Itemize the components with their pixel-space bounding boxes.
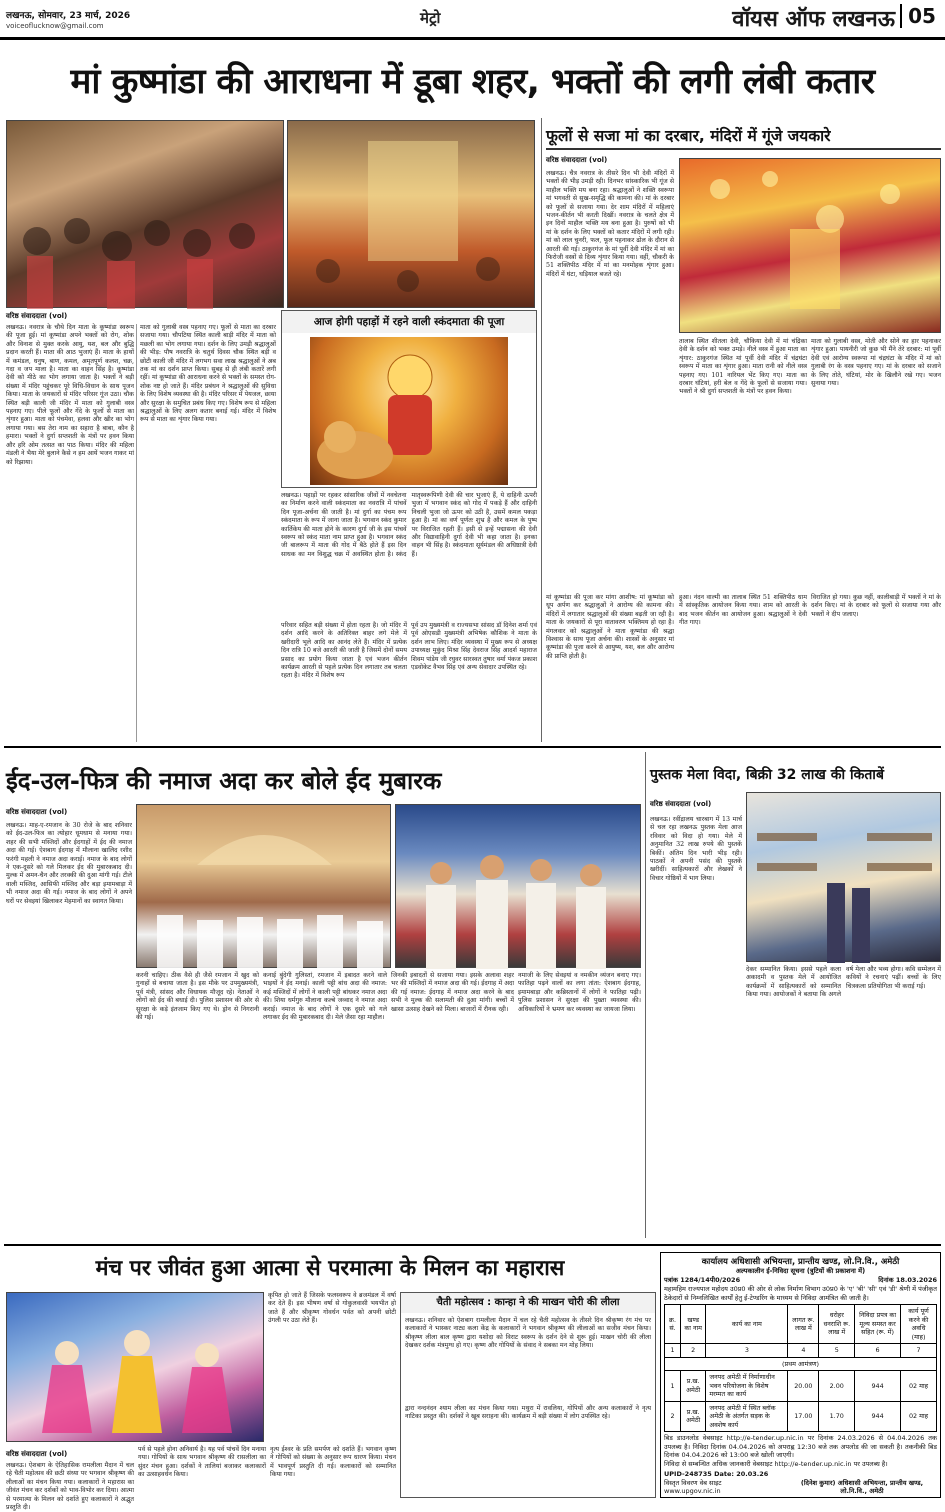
durga-body-2: हुआ। नंदन वाल्मी का तालाब स्थित 51 शक्तिपीठ धाम में सांस्कृतिक आयोजन किया गया। शाम को आरती के बाद भजन कीर्तन का आयोजन हुआ। श्रद्धालुओं ने देवी गीत गाए। [679, 594, 807, 627]
notice-table [664, 1304, 937, 1432]
notice-ref: पत्रांक 1284/14पी0/2026 [664, 1275, 741, 1284]
page-number: 05 [900, 4, 942, 28]
phool-body-2: तालाब स्थित शीतला देवी, चौकिया देवी में मां चंद्रिका देवी के दर्शन को भक्त उमड़े। नीले वस्त्र में हुआ माता का शृंगार: ठाकुरगंज स्थित मां पूर्वी देवी मंदिर में चंद्रघंटा स्वरूप में माता का शृंगार हुआ। माता रानी को नीले वस्त्र पहनाए गए। 101 नारियल भेंट किए गए। माता का दरबार घंटियां, हरी बेल व गेंदे के फूलों से सजाया गया। भक्तों ने श्री दुर्गा सप्तशती के मंत्रों पर हवन किया। [679, 338, 807, 396]
table-cell: प्र.ख. अमेठी [681, 1371, 706, 1402]
chaiti-body: लखनऊ। शनिवार को ऐशबाग रामलीला मैदान में चल रहे चैती महोत्सव के तीसरे दिन श्रीकृष्ण रंग मंच पर कलाकारों ने भास्कर नाट्य कला केंद्र के कलाकारों ने भगवान श्रीकृष्ण की लीलाओं का सजीव मंचन किया। श्रीकृष्ण लीला बाल कृष्ण द्वारा यशोदा को विराट स्वरूप के दर्शन देने से शुरू हुई। माखन चोरी की लीला देखकर दर्शक मंत्रमुग्ध हो गए। कृष्ण और गोपियों के संवाद ने सबका मन मोह लिया। [405, 1317, 651, 1350]
notice-th: कार्य पूर्ण करने की अवधि (माह) [901, 1305, 937, 1344]
phool-body: लखनऊ। चैत्र नवरात्र के तीसरे दिन भी देवी मंदिरों में भक्तों की भीड़ उमड़ी रही। दिनभर सांस्कारिक भी गूंज से माहौल भक्ति मय बना रहा। श्रद्धालुओं ने शक्ति स्वरूपा मां भगवती से सुख-समृद्धि की कामना की। मां के दरबार को फूलों से सजाया गया। देर शाम मंदिरों में महिलाएं भजन-कीर्तन भी करती दिखीं। नवरात्र के चलते क्षेत्र में इन दिनों माहौल भक्ति मय बना हुआ है। पुरुषों को भी मां के दर्शन के लिए भक्तों को कतार मंदिरों में लगी रही। मां को लाल चुनरी, फल, फूल पहनाकर ढोल के दौरान से आरती की गई। ठाकुरगंज के मां पूर्वी देवी मंदिर में मां का फिरोजी वस्त्रों से दिव्य शृंगार किया गया। वहीं, चौकरी के 51 शक्तिपीठ मंदिर में मां का मनमोहक शृंगार हुआ। मंदिरों में घंटा, घड़ियाल बजते रहे। [546, 170, 674, 278]
manch-body-top: कृपित हो जाते हैं जिसके फलस्वरूप वे ब्रजमंडल में वर्षा कर देते हैं। इस भीषण वर्षा से गोकुलवासी भयभीत हो जाते हैं और श्रीकृष्ण गोवर्धन पर्वत को अपनी छोटी उंगली पर उठा लेते हैं। [268, 1292, 396, 1325]
notice-colnum: 2 [681, 1344, 706, 1358]
leaders-illustration [396, 805, 642, 969]
goddess-icon [310, 337, 508, 485]
eid-headline: ईद-उल-फित्र की नमाज अदा कर बोले ईद मुबारक [6, 767, 442, 795]
raas-illustration [7, 1293, 265, 1443]
lead-column-4: पूर्व उप मुख्यमंत्री व राज्यसभा सांसद डॉ दिनेश शर्मा एवं पूर्व ओएसडी मुख्यमंत्री अभिषेक कौशिक ने माता के दर्शन लाभ लिए। मंदिर व्यवस्था में मुख्य रूप से अध्यक्ष उपाध्यक्ष मुकुंद मिश्रा सिंह देवराज सिंह आदर्श महाराज शिवम पांडेय जी रघुवर सारस्वत तुषार वर्मा पंकज प्रकाश एडवोकेट वैभव सिंह एवं अन्य सेवादार उपस्थित रहे। [411, 622, 537, 672]
pustak-body-2: देकर सम्मानित किया। इससे पहले कला अकादमी व पुस्तक मेले में आयोजित कार्यक्रमों में साहित्यकारों को सम्मानित किया गया। आयोजकों ने बताया कि अगले वर्ष मेला और भव्य होगा। कवि सम्मेलन में कवियों ने रचनाएं पढ़ीं। बच्चों के लिए चित्रकला प्रतियोगिता भी कराई गई। [746, 966, 941, 999]
table-cell: 20.00 [788, 1371, 819, 1402]
notice-title: कार्यालय अधिशासी अभियन्ता, प्रान्तीय खण्ड, लो.नि.वि., अमेठी [701, 1256, 900, 1266]
section-label: मेट्रो [420, 9, 441, 27]
table-cell: 2 [665, 1401, 681, 1432]
notice-colnum: 5 [819, 1344, 855, 1358]
durga-body: मां कूष्मांडा की पूजा कर मांगा आशीष: मां कूष्मांडा को धूप अर्पण कर श्रद्धालुओं ने आरोग्य की कामना की। मंदिरों में लगातार श्रद्धालुओं की संख्या बढ़ती जा रही है। माता के जयकारों से पूरा वातावरण भक्तिमय हो रहा है। मंगलवार को श्रद्धालुओं ने माता कूष्मांडा की श्रद्धा विश्वास के साथ पूजा अर्चना की। शास्त्रों के अनुसार मां कूष्मांडा की पूजा करने से आयुष्य, यश, बल और आरोग्य की प्राप्ति होती है। [546, 594, 674, 660]
bookstall-illustration [747, 793, 942, 963]
lead-column-1: लखनऊ। नवरात्र के चौथे दिन माता के कूष्मांडा स्वरूप की पूजा हुई। मां कूष्मांडा अपने भक्तों को रोग, शोक और विनाश से मुक्त करके आयु, यश, बल और बुद्धि प्रदान करती हैं। माता की आठ भुजाएं हैं। माता के हाथों में कमंडल, धनुष, बाण, कमल, अमृतपूर्ण कलश, चक्र, गदा व जप माला है। माता का वाहन सिंह है। कूष्मांडा देवी को मीठे का भोग लगाया जाता है। भक्तों ने बड़ी संख्या में मंदिर पहुंचकर पूरे विधि-विधान के साथ पूजन किया। माता के जयकारों से मंदिर परिसर गूंज उठा। चौक स्थित बड़ी काली जी मंदिर में माता को गुलाबी वस्त्र पहनाए गए। पीले फूलों और गेंदे के फूलों से माता का शृंगार हुआ। माता को पंचमेवा, हलवा और खीर का भोग लगाया गया। बस तेरा नाम का सहारा है बाबा, कौन है हमारा। भक्तों ने दुर्गा सप्तशती के मंत्रों पर हवन किया और हरि ओम तत्सत का पाठ किया। मंदिर की महिला मंडली ने भैया मेरे बुलाने कैसे न हम आयें भजन गाकर मां को रिझाया। [6, 324, 134, 466]
table-cell: जनपद अमेठी में स्थित ब्लॉक अमेठी के अंतर्गत सड़क के अवशेष कार्य [706, 1401, 788, 1432]
table-cell: 944 [855, 1401, 901, 1432]
phool-body-3: माता को गुलाबी वस्त्र, मोती और सोने का हार पहनाकर शृंगार हुआ। पायनीरी जो कुछ भी मैंने तेरे दरबार: मां पूर्वी देवी एवं आरोग्य स्वरूपा मां चंद्रघंटा के मंदिर में मां को गुलाबी रंग के वस्त्र पहनाए गए। मां के दरबार को सजाने के लिए तोते, घंटियां, मोर के खिलौने रखे गए। भजन सुनाया गया। [811, 338, 941, 388]
goddess-illustration [310, 337, 508, 485]
notice-colnum: 4 [788, 1344, 819, 1358]
pustak-photo [746, 792, 941, 962]
chaiti-box [400, 1292, 656, 1498]
eid-photo-leaders [395, 804, 641, 968]
eid-credit: वरिष्ठ संवाददाता (vol) [6, 808, 68, 816]
skandmata-box [281, 310, 537, 488]
notice-th: निविदा प्रपत्र का मूल्य समस्त कर सहित (रू. में) [855, 1305, 901, 1344]
mosque-illustration [137, 805, 392, 969]
notice-web: विस्तृत विवरण वेब साइट www.upgov.nic.in [664, 1478, 722, 1495]
table-cell: 17.00 [788, 1401, 819, 1432]
masthead-email: voiceoflucknow@gmail.com [6, 22, 104, 30]
skandmata-heading: आज होगी पहाड़ों में रहने वाली स्कंदमाता की पूजा [282, 311, 536, 333]
table-cell: 02 माह [901, 1401, 937, 1432]
tender-notice [660, 1252, 941, 1498]
phool-credit: वरिष्ठ संवाददाता (vol) [546, 156, 608, 164]
notice-th: क्र. सं. [665, 1305, 681, 1344]
dateline: लखनऊ, सोमवार, 23 मार्च, 2026 [6, 11, 131, 21]
crowd-illustration [7, 121, 285, 309]
table-cell: प्र.ख. अमेठी [681, 1401, 706, 1432]
table-cell: 2.00 [819, 1371, 855, 1402]
flower-decor-illustration [680, 159, 942, 334]
notice-colnum: 7 [901, 1344, 937, 1358]
manch-body-2: पर्व से पहले होना अनिवार्य है। यह पर्व पांचवें दिन मनाया गया। गोपियों के साथ भगवान श्रीकृष्ण की रासलीला का सुंदर मंचन हुआ। दर्शकों ने तालियां बजाकर कलाकारों का उत्साहवर्धन किया। [138, 1446, 266, 1479]
lead-credit: वरिष्ठ संवाददाता (vol) [6, 312, 68, 320]
eid-photo-namaz [136, 804, 391, 968]
notice-colnum: 6 [855, 1344, 901, 1358]
chaiti-body-2: द्वारा नन्दनंदन श्याम लीला का मंचन किया गया। मथुरा में रावलिया, गोपियों और अन्य कलाकारों ने नृत्य नाटिका प्रस्तुत की। दर्शकों ने खूब सराहना की। कार्यक्रम में बड़ी संख्या में लोग उपस्थित रहे। [405, 1405, 651, 1421]
manch-body-3: नृत्य ईश्वर के प्रति समर्पण को दर्शाते हैं। भगवान कृष्ण ने गोपियों को संख्या के अनुसार रूप धारण किया। मंचन में भावपूर्ण प्रस्तुति दी गई। कलाकारों को सम्मानित किया गया। [270, 1446, 396, 1479]
masthead [0, 0, 945, 40]
brand-logo: वॉयस ऑफ लखनऊ [732, 6, 895, 32]
chaiti-heading: चैती महोत्सव : कान्हा ने की माखन चोरी की लीला [401, 1293, 655, 1313]
table-cell: 02 माह [901, 1371, 937, 1402]
lead-column-2: माता को गुलाबी वस्त्र पहनाए गए। फूलों से माता का दरबार सजाया गया। चौपटिया स्थित काली बाड़ी मंदिर में माता को मछली का भोग लगाया गया। दर्शन के लिए उमड़ी श्रद्धालुओं की भीड़: पौष नवरात्रि के चतुर्थ दिवस चौक स्थित बड़ी व छोटी काली जी मंदिर में लगभग सवा लाख श्रद्धालुओं ने अब तक मां का दर्शन प्राप्त किया। सुबह से ही लंबी कतारें लगी रहीं। मां कूष्मांडा की आराधना करने से भक्तों के समस्त रोग-शोक नष्ट हो जाते हैं। मंदिर प्रबंधन ने श्रद्धालुओं की सुविधा के लिए विशेष व्यवस्था की है। मंदिर परिसर में पेयजल, छाया और सुरक्षा के समुचित प्रबंध किए गए। विशेष रूप से महिला श्रद्धालुओं के लिए अलग कतार बनाई गई। मंदिर में विशेष रूप से माता का शृंगार किया गया। [140, 324, 276, 424]
notice-footer: बिड डाउनलोड वेबसाइट http://e-tender.up.nic.in पर दिनांक 24.03.2026 से 04.04.2026 तक उपलब्ध है। निविदा दिनांक 04.04.2026 को अपराह्न 12:30 बजे तक अपलोड की जा सकती है। तकनीकी बिड दिनांक 04.04.2026 को 13:00 बजे खोली जाएगी। [664, 1434, 937, 1459]
lead-photo-crowd [6, 120, 284, 308]
notice-signature: (दिनेश कुमार) अधिशासी अभियन्ता, प्रान्तीय खण्ड, लो.नि.वि., अमेठी [800, 1478, 924, 1495]
pustak-credit: वरिष्ठ संवाददाता (vol) [650, 800, 712, 808]
notice-subtitle: अल्पकालीन ई-निविदा सूचना (त्रुटियों की प्रकाशना में) [735, 1267, 866, 1275]
notice-colnum: 3 [706, 1344, 788, 1358]
notice-colnum: 1 [665, 1344, 681, 1358]
notice-date: दिनांक 18.03.2026 [878, 1275, 937, 1284]
durga-body-3: विराजित हो गया। कुछ नहीं, कालीबाड़ी में भक्तों ने मां के दर्शन किए। मां के दरबार को फूलों से सजाया गया और भक्तों ने दीप जलाए। [811, 594, 941, 618]
phool-photo [679, 158, 941, 333]
pustak-headline: पुस्तक मेला विदा, बिक्री 32 लाख की किताबें [650, 767, 884, 783]
notice-th: लागत रू. लाख में [788, 1305, 819, 1344]
manch-credit: वरिष्ठ संवाददाता (vol) [6, 1450, 68, 1458]
eid-body-4: जिनकी इबादतों से सजाया गया। इसके अलावा शहर भर की मस्जिदों में नमाज अदा की गई। ईदगाह में अदा की गई नमाज: ईदगाह में नमाज अदा करने के बाद सभी ने मुल्क की सलामती की दुआ मांगी। बच्चों में खासा उत्साह देखने को मिला। बाजारों में रौनक रही। [391, 972, 514, 1013]
eid-body-3: कनाई बुंदेगी गुलिस्तां, रमजान में इबादत करने वाले भाइयों ने ईद मनाई। काली पट्टी बांध अदा की नमाज: कई मस्जिदों में लोगों ने काली पट्टी बांधकर नमाज अदा की। शिया धर्मगुरु मौलाना कल्बे जव्वाद ने नमाज अदा कराई। नमाज के बाद लोगों ने एक दूसरे को गले लगाकर ईद की मुबारकबाद दी। मेले जैसा रहा माहौल। [263, 972, 387, 1022]
eid-body-2: करनी चाहिए। ठीक वैसे ही जैसे रमजान में खुद को गुनाहों से बचाया जाता है। इस मौके पर उपमुख्यमंत्री, पूर्व मंत्री, सांसद और विधायक मौजूद रहे। नेताओं ने लोगों को ईद की बधाई दी। पुलिस प्रशासन की ओर से सुरक्षा के कड़े इंतजाम किए गए थे। ड्रोन से निगरानी की गई। [136, 972, 259, 1022]
table-cell: 1 [665, 1371, 681, 1402]
temple-illustration [288, 121, 536, 309]
eid-body: लखनऊ। माह-ए-रमजान के 30 रोजे के बाद शनिवार को ईद-उल-फित्र का त्योहार धूमधाम से मनाया गया। शहर की सभी मस्जिदों और ईदगाहों में ईद की नमाज अदा की गई। ऐशबाग ईदगाह में मौलाना खालिद रशीद फरंगी महली ने नमाज अदा कराई। नमाज के बाद लोगों ने एक-दूसरे को गले मिलकर ईद की मुबारकबाद दी। मुल्क में अमन-चैन और तरक्की की दुआ मांगी गई। टीले वाली मस्जिद, आसिफी मस्जिद और बड़ा इमामबाड़ा में भी नमाज अदा की गई। नमाज के बाद लोगों ने अपने घरों पर सेवइयां खिलाकर मेहमानों का स्वागत किया। [6, 822, 132, 905]
manch-headline: मंच पर जीवंत हुआ आत्मा से परमात्मा के मिलन का महारास [95, 1256, 565, 1281]
lead-column-3: परिवार सहित बड़ी संख्या में होता रहता है। जो मंदिर में दर्शन आदि करने के अतिरिक्त बाहर लगे मेले में खरीदारी भूले आदि का आनंद लेते हैं। मंदिर में प्रत्येक दिन रात्रि 10 बजे आरती की जाती है जिसमें दोनों समय प्रसाद का प्रयोग किया जाता है एवं भजन कीर्तन कार्यक्रम आरती से पहले प्रत्येक दिन लगातार तब चलता रहता है। मंदिर में विशेष रूप [281, 622, 407, 680]
notice-site: निविदा से सम्बन्धित अधिक जानकारी वेबसाइट http://e-tender.up.nic.in पर उपलब्ध है। [664, 1459, 888, 1468]
eid-body-5: नमाजी के लिए सेवइयां व नमकीन व्यंजन बनाए गए। फातिहा पढ़ने वालों का लगा तांता: ऐशबाग ईदगाह, इमामबाड़ा और कब्रिस्तानों में लोगों ने फातिहा पढ़ी। पुलिस प्रशासन ने सुरक्षा की पुख्ता व्यवस्था की। अधिकारियों ने भ्रमण कर व्यवस्था का जायजा लिया। [518, 972, 641, 1013]
skandmata-body: लखनऊ। पहाड़ों पर रहकर सांसारिक जीवों में नवचेतना का निर्माण करने वाली स्कंदमाता का नवरात्रि में पांचवें दिन पूजा-अर्चना की जाती है। मां दुर्गा का पंचम रूप स्कंदमाता के रूप में जाना जाता है। भगवान स्कंद कुमार कार्तिकेय की माता होने के कारण दुर्गा जी के इस पांचवें स्वरूप को स्कंद माता नाम प्राप्त हुआ है। भगवान स्कंद जी बालरूप में माता की गोद में बैठे होते हैं इस दिन साधक का मन विशुद्ध चक्र में अवस्थित होता है। स्कंद मातृस्वरूपिणी देवी की चार भुजाएं हैं, ये दाहिनी ऊपरी भुजा में भगवान स्कंद को गोद में पकड़े हैं और दाहिनी निचली भुजा जो ऊपर को उठी है, उसमें कमल पकड़ा हुआ है। मां का वर्ण पूर्णतः शुभ्र है और कमल के पुष्प पर विराजित रहती हैं। इसी से इन्हें पद्मासना की देवी और विद्यावाहिनी दुर्गा देवी भी कहा जाता है। इनका वाहन भी सिंह है। स्कंदमाता सूर्यमंडल की अधिष्ठात्री देवी हैं। [281, 492, 537, 558]
lead-headline: मां कुष्मांडा की आराधना में डूबा शहर, भक्तों की लगी लंबी कतार [70, 62, 875, 102]
phool-heading: फूलों से सजा मां का दरबार, मंदिरों में गूंजे जयकारे [546, 124, 941, 150]
notice-th: धरोहर धनराशि रू. लाख में [819, 1305, 855, 1344]
table-cell: 1.70 [819, 1401, 855, 1432]
table-cell: 944 [855, 1371, 901, 1402]
notice-th: कार्य का नाम [706, 1305, 788, 1344]
manch-photo [6, 1292, 264, 1442]
notice-upid: UPID-248735 Date: 20.03.26 [664, 1470, 769, 1478]
notice-group: (प्रथम आमंत्रण) [665, 1357, 937, 1371]
table-cell: जनपद अमेठी में निर्माणाधीन भवन परियोजना के विशेष मरम्मत का कार्य [706, 1371, 788, 1402]
table-row [665, 1401, 937, 1432]
pustak-body: लखनऊ। रवींद्रालय चारबाग में 13 मार्च से चल रहा लखनऊ पुस्तक मेला आज रविवार को विदा हो गया। मेले में अनुमानित 32 लाख रुपये की पुस्तकें बिकीं। अंतिम दिन भारी भीड़ रही। पाठकों ने अपनी पसंद की पुस्तकें खरीदीं। साहित्यकारों और लेखकों ने विचार गोष्ठियों में भाग लिया। [650, 816, 742, 882]
table-row [665, 1371, 937, 1402]
notice-th: खण्ड का नाम [681, 1305, 706, 1344]
lead-photo-temple [287, 120, 535, 308]
manch-body: लखनऊ। ऐशबाग के ऐतिहासिक रामलीला मैदान में चल रहे चैती महोत्सव की छठी संध्या पर भगवान श्रीकृष्ण की लीलाओं का मंचन किया गया। कलाकारों ने महारास का जीवंत मंचन कर दर्शकों को भाव-विभोर कर दिया। आत्मा से परमात्मा के मिलन को दर्शाते हुए कलाकारों ने अद्भुत प्रस्तुति दी। [6, 1462, 134, 1512]
notice-intro: महामहिम राज्यपाल महोदय उ0प्र0 की ओर से लोक निर्माण विभाग उ0प्र0 के 'ए' 'बी' 'सी' एवं 'डी' श्रेणी में पंजीकृत ठेकेदारों से निम्नलिखित कार्यों हेतु ई-टेण्डरिंग के माध्यम से निविदा आमंत्रित की जाती है। [664, 1285, 937, 1302]
